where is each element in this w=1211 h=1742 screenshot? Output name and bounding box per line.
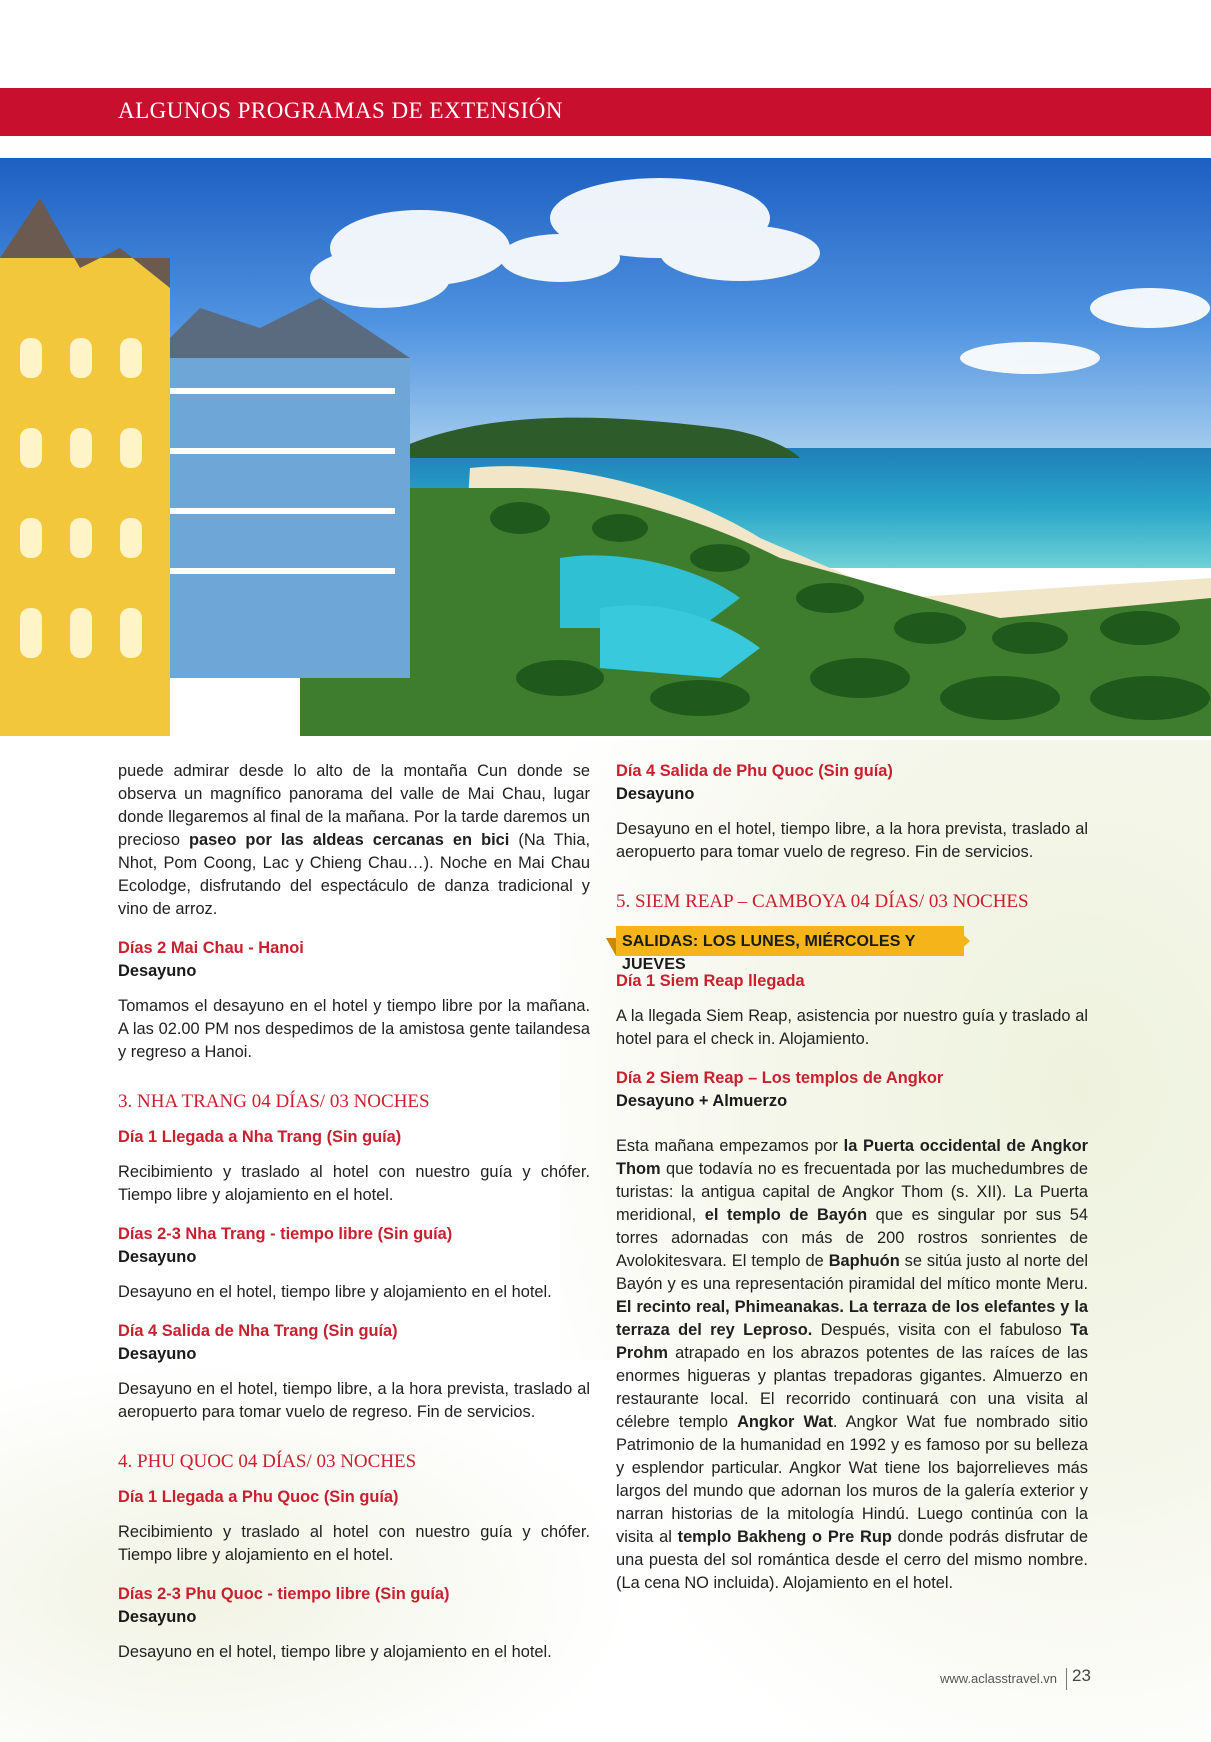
page-number: 23 bbox=[1072, 1666, 1091, 1685]
mai-chau-intro-paragraph bbox=[118, 760, 590, 921]
section-4-title: 4. PHU QUOC 04 DÍAS/ 03 NOCHES bbox=[118, 1451, 417, 1472]
nha-trang-day-4-meal: Desayuno bbox=[118, 1345, 197, 1363]
nha-trang-day-2-3-title: Días 2-3 Nha Trang - tiempo libre (Sin guía) bbox=[118, 1225, 453, 1243]
phu-quoc-day-2-3-text: Desayuno en el hotel, tiempo libre y alojamiento en el hotel. bbox=[118, 1643, 552, 1661]
angkor-text-5: Después, visita con el fabuloso bbox=[812, 1321, 1071, 1339]
nha-trang-day-4-title: Día 4 Salida de Nha Trang (Sin guía) bbox=[118, 1322, 398, 1340]
section-5-title: 5. SIEM REAP – CAMBOYA 04 DÍAS/ 03 NOCHES bbox=[616, 891, 1029, 912]
day-2-mai-chau-text: Tomamos el desayuno en el hotel y tiempo libre por la mañana. A las 02.00 PM nos despedimos de la amistosa gente tailandesa y regreso a Hanoi. bbox=[118, 997, 590, 1061]
phu-quoc-day-1-text: Recibimiento y traslado al hotel con nuestro guía y chófer. Tiempo libre y alojamiento en el hotel. bbox=[118, 1523, 590, 1564]
angkor-bold-baphuon: Baphuón bbox=[828, 1252, 900, 1270]
siem-reap-day-1-title: Día 1 Siem Reap llegada bbox=[616, 972, 805, 990]
departures-ribbon-label: SALIDAS: LOS LUNES, MIÉRCOLES Y JUEVES bbox=[622, 933, 916, 973]
phu-quoc-day-2-3-title: Días 2-3 Phu Quoc - tiempo libre (Sin guía) bbox=[118, 1585, 450, 1603]
angkor-bold-bakheng: templo Bakheng o Pre Rup bbox=[677, 1528, 892, 1546]
angkor-bold-west-gate: la Puerta occidental de Angkor Thom bbox=[616, 1137, 1088, 1178]
footer-separator bbox=[1066, 1668, 1067, 1690]
ribbon-fold bbox=[606, 938, 616, 956]
left-column bbox=[118, 760, 590, 1664]
angkor-text-4: se sitúa justo al norte del Bayón y es una representación piramidal del mítico monte Meru. bbox=[616, 1252, 1088, 1293]
nha-trang-day-1-text: Recibimiento y traslado al hotel con nuestro guía y chófer. Tiempo libre y alojamiento en el hotel. bbox=[118, 1163, 590, 1204]
phu-quoc-day-2-3-meal: Desayuno bbox=[118, 1608, 197, 1626]
nha-trang-day-2-3-text: Desayuno en el hotel, tiempo libre y alojamiento en el hotel. bbox=[118, 1283, 552, 1301]
angkor-text-8: donde podrás disfrutar de una puesta del sol romántica desde el cerro del mismo nombre. (La cena NO incluida). Alojamiento en el hotel. bbox=[616, 1528, 1088, 1592]
departures-ribbon bbox=[616, 926, 976, 973]
right-column bbox=[616, 760, 1088, 1595]
phu-quoc-day-4-text: Desayuno en el hotel, tiempo libre, a la hora prevista, traslado al aeropuerto para tomar vuelo de regreso. Fin de servicios. bbox=[616, 820, 1088, 861]
siem-reap-day-2-meal: Desayuno + Almuerzo bbox=[616, 1092, 788, 1110]
angkor-bold-angkor-wat: Angkor Wat bbox=[737, 1413, 833, 1431]
section-3-title: 3. NHA TRANG 04 DÍAS/ 03 NOCHES bbox=[118, 1091, 430, 1112]
angkor-text-3: que es singular por sus 54 torres adornadas con más de 200 rostros sonrientes de Avolokitesvara. El templo de bbox=[616, 1206, 1089, 1270]
intro-text-1: puede admirar desde lo alto de la montaña Cun donde se observa un magnífico panorama del valle de Mai Chau, lugar donde llegaremos al final de la mañana. Por la tarde daremos un precioso bbox=[118, 762, 590, 849]
intro-text-2: (Na Thia, Nhot, Pom Coong, Lac y Chieng Chau…). Noche en Mai Chau Ecolodge, disfrutando del espectáculo de danza tradicional y vino de arroz. bbox=[118, 831, 590, 918]
hero-photo-resort-beach bbox=[0, 158, 1211, 736]
siem-reap-day-2-title: Día 2 Siem Reap – Los templos de Angkor bbox=[616, 1069, 944, 1087]
phu-quoc-day-4-meal: Desayuno bbox=[616, 785, 695, 803]
footer-website: www.aclasstravel.vn bbox=[940, 1671, 1058, 1686]
siem-reap-day-2-text bbox=[616, 1135, 1088, 1595]
day-2-mai-chau-title: Días 2 Mai Chau - Hanoi bbox=[118, 939, 304, 957]
day-2-mai-chau-meal: Desayuno bbox=[118, 962, 197, 980]
nha-trang-day-1-title: Día 1 Llegada a Nha Trang (Sin guía) bbox=[118, 1128, 402, 1146]
angkor-text-7: . Angkor Wat fue nombrado sitio Patrimonio de la humanidad en 1992 y es famoso por su belleza y esplendor particular. Angkor Wat tiene los bajorrelieves más largos del mundo que adornan los muros de la galería exterior y narran historias de la mitología Hindú. Luego continúa con la visita al bbox=[616, 1413, 1089, 1546]
nha-trang-day-2-3-meal: Desayuno bbox=[118, 1248, 197, 1266]
phu-quoc-day-1-title: Día 1 Llegada a Phu Quoc (Sin guía) bbox=[118, 1488, 399, 1506]
siem-reap-day-1-text: A la llegada Siem Reap, asistencia por nuestro guía y traslado al hotel para el check in. Alojamiento. bbox=[616, 1007, 1088, 1048]
angkor-text-2: que todavía no es frecuentada por las muchedumbres de turistas: la antigua capital de Angkor Thom (s. XII). La Puerta meridional, bbox=[616, 1160, 1088, 1224]
angkor-bold-royal-enclosure: El recinto real, Phimeanakas. La terraza de los elefantes y la terraza del rey Leproso. bbox=[616, 1298, 1088, 1339]
nha-trang-day-4-text: Desayuno en el hotel, tiempo libre, a la hora prevista, traslado al aeropuerto para tomar vuelo de regreso. Fin de servicios. bbox=[118, 1380, 590, 1421]
angkor-bold-ta-prohm: Ta Prohm bbox=[616, 1321, 1088, 1362]
angkor-text-1: Esta mañana empezamos por bbox=[616, 1137, 844, 1155]
header-title: ALGUNOS PROGRAMAS DE EXTENSIÓN bbox=[118, 98, 563, 123]
angkor-text-6: atrapado en los abrazos potentes de las raíces de las enormes higueras y plantas trepadoras gigantes. Almuerzo en restaurante local. El recorrido continuará con una visita al célebre templo bbox=[616, 1344, 1088, 1431]
angkor-bold-bayon: el templo de Bayón bbox=[704, 1206, 868, 1224]
resort-beach-illustration bbox=[0, 158, 1211, 736]
phu-quoc-day-4-title: Día 4 Salida de Phu Quoc (Sin guía) bbox=[616, 762, 893, 780]
intro-bold-bike-tour: paseo por las aldeas cercanas en bici bbox=[189, 831, 510, 849]
